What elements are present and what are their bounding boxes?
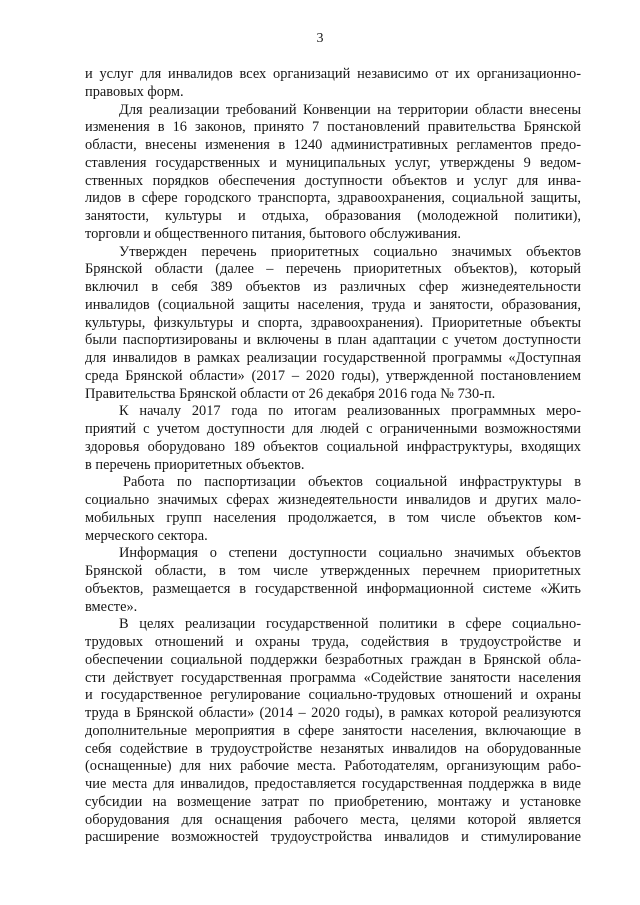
text-line: включил в себя 389 объектов из различных сфер жизнедеятельности <box>85 279 581 295</box>
page-number: 3 <box>316 31 324 46</box>
text-line: трудовых отношений и охраны труда, содействия в трудоустройстве и <box>85 634 581 650</box>
paragraph-continuation <box>85 66 581 102</box>
text-line: в перечень приоритетных объектов. <box>85 456 305 473</box>
text-line: области, внесены изменения в 1240 административных регламентов предо- <box>85 137 581 153</box>
paragraph-passport-work <box>85 474 581 545</box>
text-line: сти действует государственная программа «Содействие занятости населения <box>85 669 581 686</box>
text-line: (оснащенные) для них рабочие места. Работодателям, организующим рабо- <box>85 758 581 775</box>
text-line: изменения в 16 законов, принято 7 постановлений правительства Брянской <box>85 119 581 136</box>
paragraph-info-system <box>85 545 581 616</box>
text-line: мерческого сектора. <box>85 527 208 544</box>
text-line: инвалидов (социальной защиты населения, труда и занятости, образования, <box>85 296 581 313</box>
text-line: труда в Брянской области» (2014 – 2020 годы), в рамках которой реализуются <box>85 705 581 721</box>
text-line: Брянской области (далее – перечень приоритетных объектов), который <box>85 261 581 278</box>
text-line: Работа по паспортизации объектов социальной инфраструктуры в <box>123 474 581 491</box>
text-line: и услуг для инвалидов всех организаций независимо от их организационно- <box>85 66 581 82</box>
text-line: обеспечении социальной поддержки безработных граждан в Брянской обла- <box>85 651 581 668</box>
text-line: себя содействие в трудоустройстве незанятых инвалидов на оборудованные <box>85 740 581 757</box>
paragraph-employment-program <box>85 616 581 847</box>
text-line: были паспортизированы и включены в план адаптации с учетом доступности <box>85 332 581 349</box>
text-line: торговли и общественного питания, бытового обслуживания. <box>85 225 461 242</box>
text-line: чие места для инвалидов, предоставляется государственная поддержка в виде <box>85 776 581 792</box>
text-line: приятий с учетом доступности для людей с ограниченными возможностями <box>85 421 581 437</box>
text-line: Для реализации требований Конвенции на территории области внесены <box>119 101 581 118</box>
text-line: объектов, размещается в государственной информационной системе «Жить <box>85 580 581 597</box>
text-line: социально значимых сферах жизнедеятельности инвалидов и других мало- <box>85 492 581 508</box>
text-line: Утвержден перечень приоритетных социально значимых объектов <box>119 243 581 260</box>
text-line: К началу 2017 года по итогам реализованных программных меро- <box>119 403 581 420</box>
paragraph-convention <box>85 102 581 244</box>
text-line: правовых форм. <box>85 83 184 100</box>
text-line: расширение возможностей трудоустройства инвалидов и стимулирование <box>85 829 581 846</box>
text-line: В целях реализации государственной политики в сфере социально- <box>119 616 581 633</box>
paragraph-priority-list <box>85 244 581 404</box>
text-line: ственных порядков обеспечения доступности объектов и услуг для инва- <box>85 172 581 189</box>
text-line: дополнительные мероприятия в сфере занятости населения, включающие в <box>85 722 581 739</box>
text-line: лидов в сфере городского транспорта, здравоохранения, социальной защиты, <box>85 190 581 207</box>
paragraph-2017-results <box>85 403 581 474</box>
text-line: субсидии на возмещение затрат по приобретению, монтажу и установке <box>85 793 581 810</box>
text-line: Брянской области, в том числе утвержденных перечнем приоритетных <box>85 563 581 579</box>
text-line: Правительства Брянской области от 26 декабря 2016 года № 730-п. <box>85 385 496 402</box>
text-line: среда Брянской области» (2017 – 2020 годы), утвержденной постановлением <box>85 367 581 384</box>
text-line: мобильных групп населения продолжается, в том числе объектов ком- <box>85 509 581 526</box>
text-line: занятости, культуры и отдыха, образования (молодежной политики), <box>85 208 581 224</box>
text-line: вместе». <box>85 598 138 615</box>
text-line: ставления государственных и муниципальных услуг, утверждены 9 ведом- <box>85 154 581 171</box>
text-line: Информация о степени доступности социально значимых объектов <box>119 545 581 562</box>
text-line: и государственное регулирование социально-трудовых отношений и охраны <box>85 687 581 704</box>
body-text <box>85 66 581 847</box>
text-line: оборудования для оснащения рабочего места, целями которой является <box>85 811 581 828</box>
text-line: культуры, физкультуры и спорта, здравоохранения). Приоритетные объекты <box>85 314 581 331</box>
text-line: здоровья оборудовано 189 объектов социальной инфраструктуры, входящих <box>85 438 581 455</box>
text-line: для инвалидов в рамках реализации государственной программы «Доступная <box>85 350 581 366</box>
